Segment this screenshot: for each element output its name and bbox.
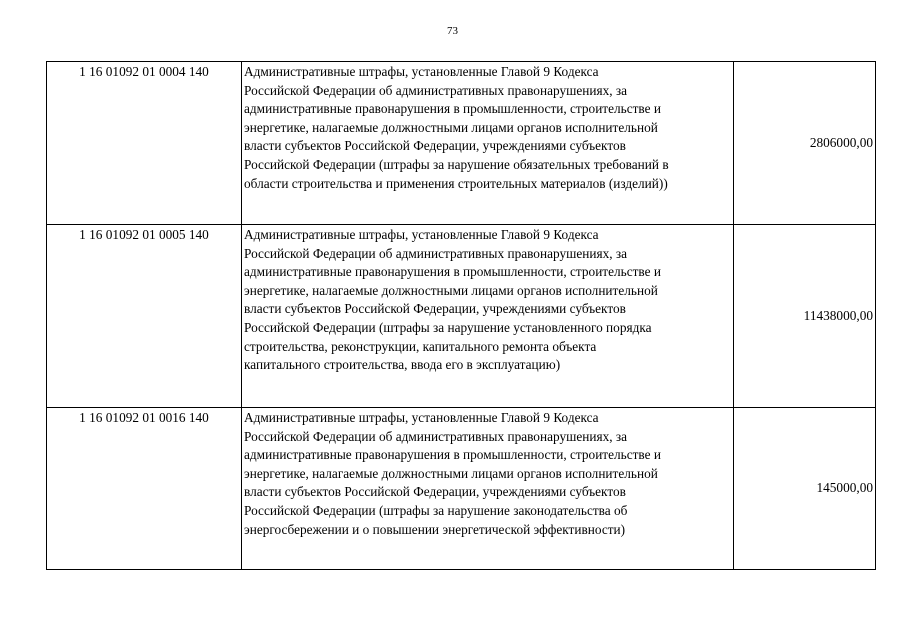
description-line: власти субъектов Российской Федерации, учреждениями субъектов [244, 301, 626, 317]
description-line: административные правонарушения в промышленности, строительстве и [244, 447, 661, 463]
description-cell [242, 408, 734, 570]
description-line: Российской Федерации об административных правонарушениях, за [244, 245, 628, 261]
description-line: Административные штрафы, установленные Главой 9 Кодекса [244, 64, 599, 79]
description-line: Российской Федерации (штрафы за нарушение обязательных требований в [244, 156, 669, 172]
description-line: Российской Федерации (штрафы за нарушение законодательства об [244, 502, 628, 518]
description-line: энергетике, налагаемые должностными лицами органов исполнительной [244, 465, 658, 481]
table-row [47, 225, 876, 408]
description-line: Российской Федерации об административных правонарушениях, за [244, 82, 628, 98]
description-cell [242, 225, 734, 408]
description-line: власти субъектов Российской Федерации, учреждениями субъектов [244, 138, 626, 154]
description-line: Российской Федерации об административных правонарушениях, за [244, 428, 628, 444]
table-row [47, 408, 876, 570]
budget-code-cell: 1 16 01092 01 0005 140 [47, 225, 242, 408]
page-number: 73 [447, 25, 458, 37]
description-line: административные правонарушения в промышленности, строительстве и [244, 101, 661, 117]
description-line: Российской Федерации (штрафы за нарушение установленного порядка [244, 319, 652, 335]
description-cell [242, 62, 734, 225]
description-line: области строительства и применения строительных материалов (изделий)) [244, 175, 668, 191]
table-row [47, 62, 876, 225]
description-line: энергетике, налагаемые должностными лицами органов исполнительной [244, 282, 658, 298]
description-line: капитального строительства, ввода его в эксплуатацию) [244, 357, 561, 373]
budget-code-cell: 1 16 01092 01 0004 140 [47, 62, 242, 225]
description-line: Административные штрафы, установленные Главой 9 Кодекса [244, 227, 599, 242]
amount-cell: 11438000,00 [734, 225, 876, 408]
description-line: административные правонарушения в промышленности, строительстве и [244, 264, 661, 280]
description-line: строительства, реконструкции, капитального ремонта объекта [244, 338, 597, 354]
description-line: власти субъектов Российской Федерации, учреждениями субъектов [244, 484, 626, 500]
amount-cell: 2806000,00 [734, 62, 876, 225]
amount-cell: 145000,00 [734, 408, 876, 570]
budget-code-cell: 1 16 01092 01 0016 140 [47, 408, 242, 570]
revenue-table [46, 61, 876, 570]
description-line: энергосбережении и о повышении энергетической эффективности) [244, 521, 626, 537]
description-line: энергетике, налагаемые должностными лицами органов исполнительной [244, 119, 658, 135]
description-line: Административные штрафы, установленные Главой 9 Кодекса [244, 410, 599, 425]
